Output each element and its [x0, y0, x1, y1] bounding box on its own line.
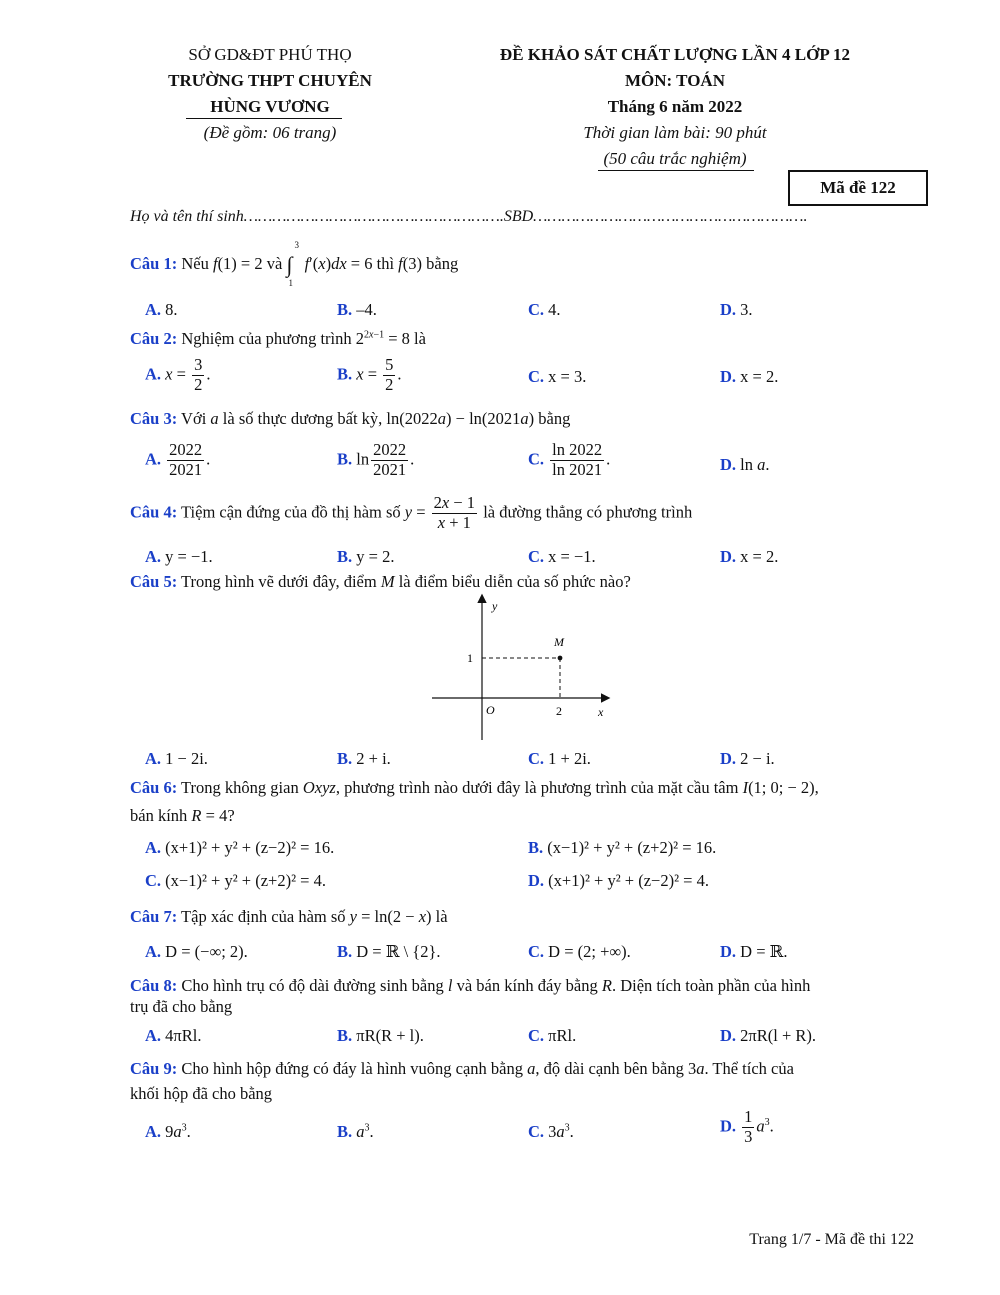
q6-option-a[interactable]: A. (x+1)² + y² + (z−2)² = 16.	[145, 838, 335, 857]
school-header	[130, 42, 410, 146]
q2-option-d[interactable]: D. x = 2.	[720, 367, 779, 386]
exam-duration: Thời gian làm bài: 90 phút	[583, 123, 767, 142]
question-text: trụ đã cho bằng	[130, 997, 233, 1016]
q8-option-b[interactable]: B. πR(R + l).	[337, 1026, 424, 1045]
question-1: Câu 1: Nếu f(1) = 2 và ∫ 3 1 f′(x)dx = 6 thì f(3) bằng	[130, 240, 459, 288]
question-text: Nếu	[181, 253, 209, 273]
header-rule-right	[598, 170, 754, 171]
q4-option-b[interactable]: B. y = 2.	[337, 547, 395, 566]
q3-option-a[interactable]: A. $\frac{2022}{2021}$ .	[145, 440, 211, 479]
q6-option-b[interactable]: B. (x−1)² + y² + (z+2)² = 16.	[528, 838, 717, 857]
q6-option-d[interactable]: D. (x+1)² + y² + (z−2)² = 4.	[528, 871, 709, 890]
x-tick-label: 2	[556, 704, 562, 718]
question-label: Câu 2:	[130, 329, 178, 348]
q3-option-b[interactable]: B. ln $\frac{2022}{2021}$ .	[337, 440, 415, 479]
integral-sign: ∫ 3 1	[286, 240, 299, 288]
q2-option-b[interactable]: B. x = $\frac{5}{2}$ .	[337, 355, 402, 394]
q2-option-c[interactable]: C. x = 3.	[528, 367, 587, 386]
q7-option-c[interactable]: C. D = (2; +∞).	[528, 942, 631, 961]
q7-option-b[interactable]: B. D = ℝ \ {2}.	[337, 942, 441, 961]
question-text: là	[414, 329, 426, 348]
question-text: là số thực dương bất kỳ,	[222, 409, 383, 428]
complex-plane-figure	[430, 590, 620, 742]
question-text: là đường thẳng có phương trình	[483, 502, 693, 522]
question-label: Câu 3:	[130, 409, 178, 428]
question-text: Diện tích toàn phần của hình	[620, 976, 811, 995]
question-label: Câu 5:	[130, 572, 178, 591]
q1-option-d[interactable]: D. 3.	[720, 300, 753, 319]
question-8-line-2	[130, 997, 232, 1017]
question-3: Câu 3: Với a là số thực dương bất kỳ, ln(2022a) − ln(2021a) bằng	[130, 409, 571, 428]
q5-option-c[interactable]: C. 1 + 2i.	[528, 749, 591, 768]
q7-option-a[interactable]: A. D = (−∞; 2).	[145, 942, 248, 961]
q2-option-a[interactable]: A. x = $\frac{3}{2}$ .	[145, 355, 211, 394]
q4-option-c[interactable]: C. x = −1.	[528, 547, 596, 566]
school-name-2: HÙNG VƯƠNG	[210, 97, 330, 116]
question-text: khối hộp đã cho bằng	[130, 1084, 273, 1103]
question-text: và bán kính đáy bằng	[456, 976, 598, 995]
question-label: Câu 8:	[130, 976, 178, 995]
question-text: và	[266, 253, 283, 273]
question-9: Câu 9: Cho hình hộp đứng có đáy là hình vuông cạnh bằng a, độ dài cạnh bên bằng 3a. Thể tích của	[130, 1059, 794, 1078]
q8-option-a[interactable]: A. 4πRl.	[145, 1026, 202, 1045]
q3-option-c[interactable]: C. $\frac{\ln 2022}{\ln 2021}$ .	[528, 440, 611, 479]
question-label: Câu 4:	[130, 502, 178, 522]
question-label: Câu 9:	[130, 1059, 178, 1078]
question-count: (50 câu trắc nghiệm)	[603, 149, 747, 168]
question-text: , phương trình nào dưới đây là phương trình của mặt cầu tâm	[335, 778, 739, 797]
q9-option-b[interactable]: B. $a^3$.	[337, 1122, 374, 1141]
question-text: Tập xác định của hàm số	[181, 907, 346, 926]
question-9-line-2	[130, 1084, 272, 1104]
question-text: bằng	[538, 409, 571, 428]
header-rule-left	[186, 118, 342, 119]
origin-label: O	[486, 703, 495, 717]
question-text: Trong hình vẽ dưới đây, điểm	[181, 572, 377, 591]
question-text: Cho hình hộp đứng có đáy là hình vuông cạnh bằng	[181, 1059, 523, 1078]
question-text: Với	[181, 409, 207, 428]
q4-option-d[interactable]: D. x = 2.	[720, 547, 779, 566]
question-text: Tiệm cận đứng của đồ thị hàm số	[181, 502, 401, 522]
page-footer: Trang 1/7 - Mã đề thi 122	[749, 1231, 914, 1248]
q3-option-d[interactable]: D. ln a.	[720, 455, 770, 474]
question-6-line-2: bán kính R = 4?	[130, 806, 235, 825]
exam-date: Tháng 6 năm 2022	[607, 97, 743, 116]
question-6: Câu 6: Trong không gian Oxyz, phương trình nào dưới đây là phương trình của mặt cầu tâm I(1; 0; − 2),	[130, 778, 819, 797]
question-label: Câu 1:	[130, 253, 178, 273]
question-5: Câu 5: Trong hình vẽ dưới đây, điểm M là điểm biểu diễn của số phức nào?	[130, 572, 631, 591]
y-axis-label: y	[492, 599, 498, 613]
department-name: SỞ GD&ĐT PHÚ THỌ	[188, 45, 352, 64]
question-2: Câu 2: Nghiệm của phương trình $2^{2x-1} = 8$ là	[130, 329, 426, 348]
exam-title: ĐỀ KHẢO SÁT CHẤT LƯỢNG LẦN 4 LỚP 12	[499, 45, 851, 64]
school-name: TRƯỜNG THPT CHUYÊN	[168, 71, 372, 90]
y-tick-label: 1	[467, 651, 473, 665]
q1-option-c[interactable]: C. 4.	[528, 300, 561, 319]
question-text: thì	[376, 253, 395, 273]
page-count-note: (Đề gồm: 06 trang)	[203, 123, 337, 142]
question-text: là	[435, 907, 448, 926]
subject: MÔN: TOÁN	[625, 71, 725, 90]
q9-option-c[interactable]: C. $3a^3$.	[528, 1122, 574, 1141]
question-text: độ dài cạnh bên bằng	[543, 1059, 684, 1078]
question-text: Nghiệm của phương trình	[181, 329, 352, 348]
q5-option-a[interactable]: A. 1 − 2i.	[145, 749, 208, 768]
q6-option-c[interactable]: C. (x−1)² + y² + (z+2)² = 4.	[145, 871, 326, 890]
question-text: Trong không gian	[181, 778, 299, 797]
question-text: bán kính	[130, 806, 188, 825]
q1-option-a[interactable]: A. 8.	[145, 300, 178, 319]
question-text: là điểm biểu diễn của số phức nào?	[398, 572, 631, 591]
question-7: Câu 7: Tập xác định của hàm số y = ln(2 − x) là	[130, 907, 448, 926]
exam-code-box: Mã đề 122	[788, 170, 928, 206]
q9-option-d[interactable]: D. $\frac{1}{3}$ $a^3$.	[720, 1107, 774, 1146]
q9-option-a[interactable]: A. $9a^3$.	[145, 1122, 191, 1141]
q4-option-a[interactable]: A. y = −1.	[145, 547, 213, 566]
question-text: Cho hình trụ có độ dài đường sinh bằng	[181, 976, 444, 995]
student-info-line: Họ và tên thí sinh……………………………………………….SBD………………………………………………….	[130, 208, 808, 225]
point-m	[558, 656, 563, 661]
question-4: Câu 4: Tiệm cận đứng của đồ thị hàm số y = $\frac{2x - 1}{x + 1}$ là đường thẳng có phương trình	[130, 493, 693, 532]
question-text: Thể tích của	[712, 1059, 794, 1078]
question-label: Câu 7:	[130, 907, 178, 926]
q8-option-c[interactable]: C. πRl.	[528, 1026, 577, 1045]
point-m-label: M	[554, 635, 564, 649]
question-label: Câu 6:	[130, 778, 178, 797]
q8-option-d[interactable]: D. 2πR(l + R).	[720, 1026, 817, 1045]
exam-header	[460, 42, 890, 172]
question-text: bằng	[426, 253, 459, 273]
x-axis-label: x	[598, 705, 604, 719]
q5-option-d[interactable]: D. 2 − i.	[720, 749, 775, 768]
q5-option-b[interactable]: B. 2 + i.	[337, 749, 391, 768]
q7-option-d[interactable]: D. D = ℝ.	[720, 942, 788, 961]
question-8: Câu 8: Cho hình trụ có độ dài đường sinh bằng l và bán kính đáy bằng R. Diện tích toàn phần của hình	[130, 976, 811, 995]
q1-option-b[interactable]: B. –4.	[337, 300, 377, 319]
